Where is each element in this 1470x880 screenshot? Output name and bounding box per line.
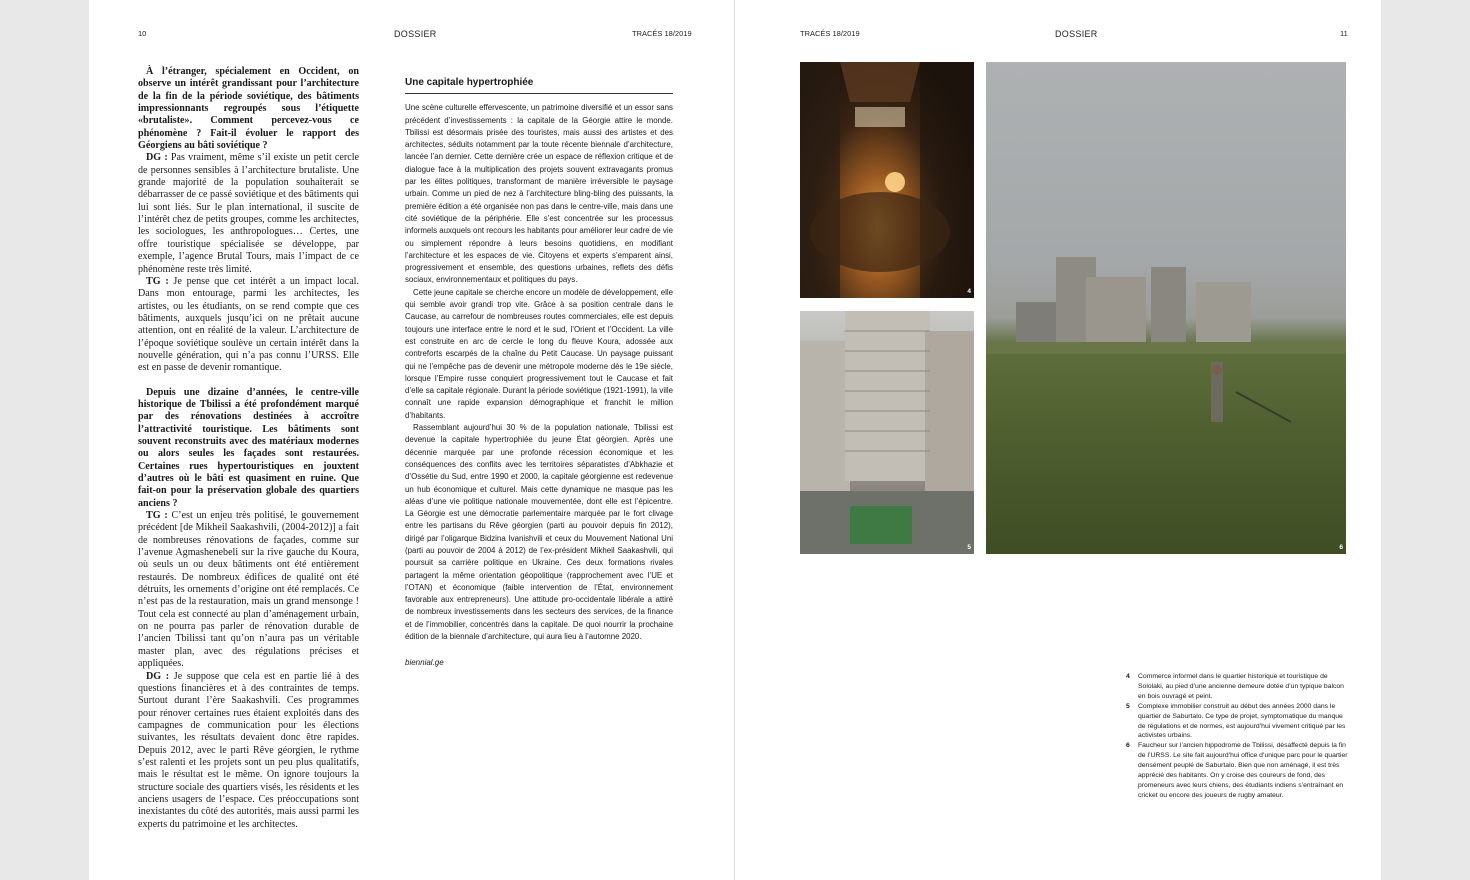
right-issue-label: TRACÉS 18/2019 bbox=[800, 29, 860, 38]
page-spine bbox=[734, 0, 735, 880]
photo-saburtalo-complex bbox=[800, 311, 974, 554]
caption-text: Complexe immobilier construit au début des années 2000 dans le quartier de Saburtalo. Ce type de projet, symptomatique du manque de régulations et de normes, est aujourd’hui vivement critiqué par les activistes urbains. bbox=[1138, 702, 1346, 740]
left-section-label: DOSSIER bbox=[394, 29, 437, 39]
interview-answer bbox=[138, 276, 359, 375]
biennial-link[interactable]: biennial.ge bbox=[405, 658, 444, 668]
photo-number: 4 bbox=[967, 288, 971, 295]
photo-6-scene bbox=[986, 62, 1346, 554]
photo-sololaki-balcony bbox=[800, 62, 974, 298]
speaker-label: DG : bbox=[146, 670, 170, 682]
sidebar-paragraph: Cette jeune capitale se cherche encore un modèle de développement, elle qui semble avoir grandi trop vite. Grâce à sa position centrale dans le Caucase, au carrefour de nombreuses routes commerciales, elle est depuis toujours une interface entre le nord et le sud, l’Orient et l’Occident. La ville est construite en arc de cercle le long du fleuve Koura, adossée aux contreforts escarpés de la chaîne du Petit Caucase. Un paysage puissant qui ne l’empêche pas de devenir une métropole moderne dès le 19e siècle, lorsque l’Empire russe conquiert progressivement tout le Caucase et fait d’elle sa capitale régionale. Durant la période soviétique (1921-1991), la ville connaît une rapide expansion démographique et franchit le million d’habitants. bbox=[405, 287, 673, 420]
interview-answer bbox=[138, 510, 359, 670]
caption-item bbox=[1126, 741, 1348, 800]
answer-text: Je suppose que cela est en partie lié à des questions financières et à des contraintes de temps. Surtout durant l’ère Saakashvili. Ces programmes pour rénover certaines rues étaient exploités dans des campagnes de communication pour les élections suivantes, les résultats devaient donc être rapides. Depuis 2012, avec le parti Rêve géorgien, le rythme s’est ralenti et les projets sont un peu plus qualitatifs, mais le résultat est le même. On ignore toujours la structure sociale des quartiers visés, les résidents et les anciens usagers de l’espace. Ces préoccupations sont inexistantes du côté des autorités, mais aussi parmi les experts du patrimoine et les architectes. bbox=[138, 670, 359, 830]
caption-text: Faucheur sur l’ancien hippodrome de Tbilissi, désaffecté depuis la fin de l’URSS. Le site fait aujourd’hui office d’unique parc pour le quartier densément peuplé de Saburtalo. Bien que non aménagé, il est très apprécié des habitants. On y croise des coureurs de fond, des promeneurs avec leurs chiens, des étudiants indiens s’entraînant en cricket ou encore des joueurs de rugby amateur. bbox=[1138, 742, 1348, 799]
interview-answer bbox=[138, 152, 359, 275]
photo-4-scene bbox=[800, 62, 974, 298]
speaker-label: TG : bbox=[146, 275, 169, 287]
speaker-label: TG : bbox=[146, 510, 168, 522]
right-section-label: DOSSIER bbox=[1055, 29, 1098, 39]
sidebar-paragraph: Une scène culturelle effervescente, un patrimoine diversifié et un essor sans précédent d’investissements : la capitale de la Géorgie attire le monde. Tbilissi est désormais prisée des touristes, mais aussi des artistes et des architectes, séduits notamment par la toute récente biennale d’architecture, lancée l’an dernier. Cette dernière crée un espace de réflexion critique et de dialogue face à la multiplication des projets souvent extravagants promus par les élites politiques, transformant de manière irréversible le paysage urbain. Comme un pied de nez à l’architecture bling-bling des puissants, la première édition a été organisée non pas dans le centre-ville, mais dans une cité soviétique de la périphérie. Elle s’est concentrée sur les processus informels auxquels ont recours les habitants pour améliorer leur cadre de vie ou simplement répondre à leurs besoins quotidiens, en modifiant l’architecture et les espaces de vie. Citoyens et experts s’emparent ainsi, progressivement et ensemble, des questions urbaines, reflets des défis sociaux, environnementaux et politiques du pays. bbox=[405, 103, 673, 285]
caption-number: 5 bbox=[1126, 702, 1130, 710]
caption-number: 4 bbox=[1126, 673, 1130, 680]
interview-question: À l’étranger, spécialement en Occident, on observe un intérêt grandissant pour l’architecture de la fin de la période soviétique, des bâtiments impressionnants regroupés sous l’étiquette «brutaliste». Comment percevez-vous ce phénomène ? Fait-il évoluer le rapport des Géorgiens au bâti soviétique ? bbox=[138, 66, 359, 152]
speaker-label: DG : bbox=[146, 152, 168, 164]
photo-number: 5 bbox=[967, 544, 971, 551]
left-issue-label: TRACÉS 18/2019 bbox=[632, 29, 692, 38]
sidebar-column bbox=[405, 77, 673, 670]
photo-number: 6 bbox=[1339, 544, 1343, 551]
sidebar-paragraph: Rassemblant aujourd’hui 30 % de la population nationale, Tbilissi est devenue la capitale hypertrophiée du jeune État géorgien. Après une décennie marquée par une profonde récession économique et les conséquences des conflits avec les territoires séparatistes d’Abkhazie et d’Ossétie du Sud, entre 1990 et 2000, la capitale géorgienne est redevenue un hub économique et culturel. Mais cette dynamique ne masque pas les aléas d’une vie politique nationale mouvementée, dont elle est l’épicentre. La Géorgie est une démocratie parlementaire marquée par le fort clivage entre les partisans du Rêve géorgien (parti au pouvoir depuis fin 2012), dirigé par l’oligarque Bidzina Ivanishvili et ceux du Mouvement National Uni (parti au pouvoir de 2004 à 2012) de l’ex-président Mikheil Saakashvili, qui poursuit sa carrière politique en Ukraine. Ces deux formations rivales partagent la même orientation géopolitique (rapprochement avec l’UE et l’OTAN) et économique (faible intervention de l’État, environnement favorable aux entrepreneurs). Une attitude pro-occidentale libérale a attiré de nombreux investissements dans les secteurs des services, de la finance et de l’immobilier, concentrés dans la capitale. De quoi nourrir la prochaine édition de la biennale d’architecture, qui aura lieu à l’automne 2020. bbox=[405, 423, 673, 642]
answer-text: Je pense que cet intérêt a un impact local. Dans mon entourage, parmi les architectes, les artistes, ou les étudiants, on se rend compte que ces bâtiments, auxquels jusqu’ici on ne prêtait aucune attention, ont en réalité de la valeur. L’architecture de l’époque soviétique soulève un certain intérêt dans la nouvelle génération, qui n’a pas connu l’URSS. Elle est en passe de devenir romantique. bbox=[138, 275, 360, 374]
photo-5-scene bbox=[800, 311, 974, 554]
interview-column bbox=[138, 66, 359, 831]
left-page-number: 10 bbox=[138, 29, 147, 38]
sidebar-title: Une capitale hypertrophiée bbox=[405, 77, 673, 94]
caption-text: Commerce informel dans le quartier historique et touristique de Sololaki, au pied d’une ancienne demeure dotée d’un typique balcon en bois ouvragé et peint. bbox=[1138, 673, 1344, 700]
answer-text: Pas vraiment, même s’il existe un petit cercle de personnes sensibles à l’architecture brutaliste. Une grande majorité de la population souhaiterait se débarrasser de ce passé soviétique et des bâtiments qui lui sont liés. Sur le plan international, il suscite de l’intérêt chez de petits groupes, comme les architectes, les sociologues, les anthropologues… Certes, une offre touristique spécialisée se développe, par exemple, l’agence Brutal Tours, mais l’impact de ce phénomène reste très limité. bbox=[138, 152, 359, 275]
caption-item bbox=[1126, 702, 1348, 742]
caption-item bbox=[1126, 672, 1348, 702]
right-page-number: 11 bbox=[1340, 29, 1348, 38]
interview-answer bbox=[138, 671, 359, 831]
photo-hippodrome-mower bbox=[986, 62, 1346, 554]
answer-text: C’est un enjeu très politisé, le gouvernement précédent [de Mikheil Saakashvili, (2004-2012)] a fait de nombreuses rénovations de façades, comme sur l’avenue Agmashenebeli sur la rive gauche du Koura, où seuls un ou deux bâtiments ont été entièrement restaurés. De nombreux édifices de qualité ont été détruits, les ornements d’origine ont été remplacés. Ce n’est pas de la restauration, mais un grand mensonge ! Tout cela est connecté au plan d’aménagement urbain, on ne pourra pas parler de rénovation durable de l’ancien Tbilissi tant qu’on n’aura pas un véritable master plan, avec des régulations précises et appliquées. bbox=[138, 510, 360, 670]
interview-question: Depuis une dizaine d’années, le centre-ville historique de Tbilissi a été profondément marqué par des rénovations destinées à accroître l’attractivité touristique. Les bâtiments sont souvent reconstruits avec des matériaux modernes ou alors seules les façades sont restaurées. Certaines rues hypertouristiques en jouxtent d’autres où le bâti est quasiment en ruine. Que fait-on pour la préservation globale des quartiers anciens ? bbox=[138, 386, 359, 509]
photo-captions bbox=[1126, 672, 1348, 801]
caption-number: 6 bbox=[1126, 742, 1130, 750]
